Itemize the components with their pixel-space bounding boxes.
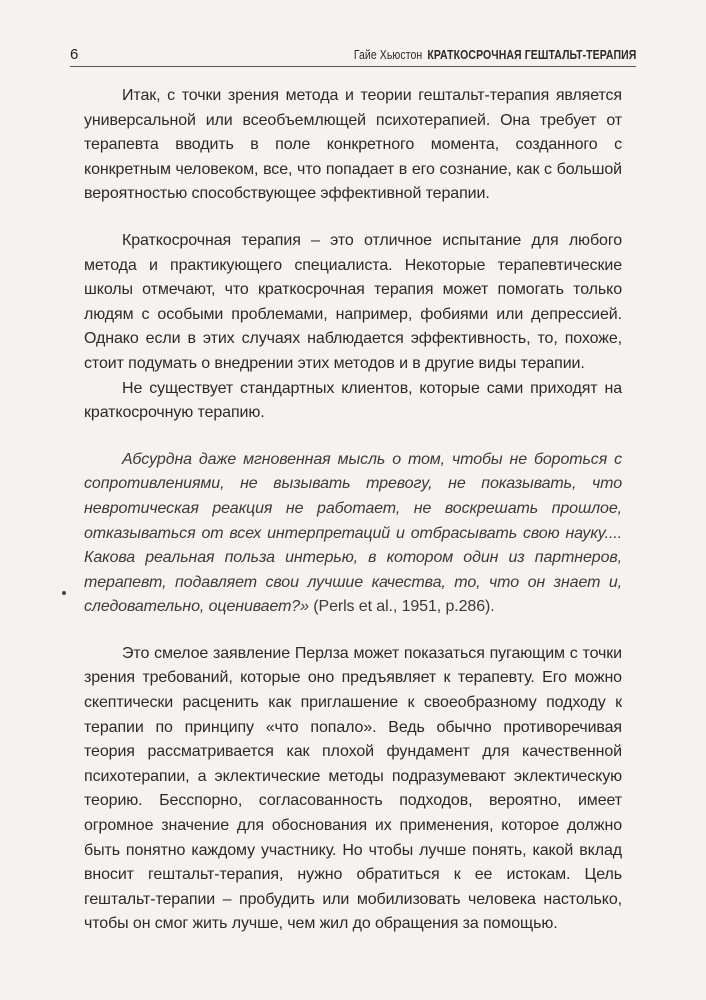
running-title [353, 48, 636, 62]
paragraph-2: Краткосрочная терапия – это отличное испытание для любого метода и практикующего специалиста. Некоторые терапевтические школы отмечают, что краткосрочная терапия может помогать только людям с особыми проблемами, например, фобиями или депрессией. Однако если в этих случаях наблюдается эффективность, то, похоже, стоит подумать о внедрении этих методов и в другие виды терапии. [84, 231, 622, 372]
margin-mark [62, 591, 66, 595]
page-number: 6 [70, 46, 79, 63]
paragraph-3: Не существует стандартных клиентов, которые сами приходят на краткосрочную терапию. [84, 379, 622, 422]
paragraph-gap [84, 426, 622, 448]
quote-block [84, 448, 622, 620]
paragraph-gap [84, 207, 622, 229]
paragraph-gap [84, 620, 622, 642]
quote-text: Абсурдна даже мгновенная мысль о том, чтобы не бороться с сопротивлениями, не вызывать тревогу, не показывать, что невротическая реакция не работает, не воскрешать прошлое, отказываться от всех интерпретаций и отбрасывать свою науку.... Какова реальная польза интерью, в котором один из партнеров, терапевт, подавляет свои лучшие качества, то, что он знает и, следовательно, оценивает?» [84, 450, 622, 616]
author-name: Гайе Хьюстон [353, 48, 422, 62]
book-title: КРАТКОСРОЧНАЯ ГЕШТАЛЬТ-ТЕРАПИЯ [426, 48, 636, 62]
running-header [70, 44, 636, 67]
page-body [84, 84, 622, 937]
quote-citation: (Perls et al., 1951, p.286). [313, 598, 495, 616]
paragraph-1: Итак, с точки зрения метода и теории гештальт-терапия является универсальной или всеобъемлющей психотерапией. Она требует от терапевта вводить в поле конкретного момента, созданного с конкретным человеком, все, что попадает в его сознание, как с большой вероятностью способствующее эффективной терапии. [84, 87, 622, 203]
paragraph-4: Это смелое заявление Перлза может показаться пугающим с точки зрения требований, которые оно предъявляет к терапевту. Его можно скептически расценить как приглашение к своеобразному подходу к терапии по принципу «что попало». Ведь обычно противоречивая теория рассматривается как плохой фундамент для качественной психотерапии, а эклектические методы подразумевают эклектическую теорию. Бесспорно, согласованность подходов, вероятно, имеет огромное значение для обоснования их применения, которое должно быть понятно каждому участнику. Но чтобы лучше понять, какой вклад вносит гештальт-терапия, нужно обратиться к ее истокам. Цель гештальт-терапии – пробудить или мобилизовать человека настолько, чтобы он смог жить лучше, чем жил до обращения за помощью. [84, 644, 622, 933]
